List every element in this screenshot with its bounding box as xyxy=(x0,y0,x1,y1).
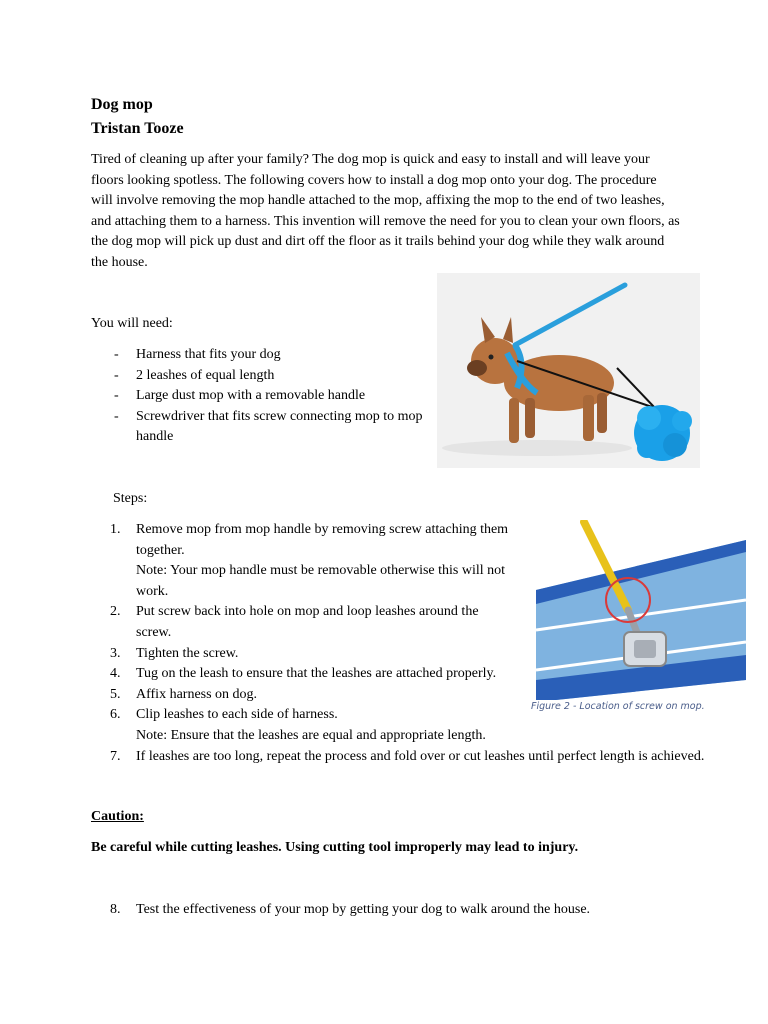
caution-text: Be careful while cutting leashes. Using cutting tool improperly may lead to injury. xyxy=(91,840,579,855)
mop-screw-illustration xyxy=(536,520,746,700)
step-text: Tug on the leash to ensure that the leashes are attached properly. xyxy=(136,666,497,682)
step-note: Note: Ensure that the leashes are equal and appropriate length. xyxy=(136,727,486,743)
list-item: - Screwdriver that fits screw connecting mop to mop handle xyxy=(114,408,423,445)
step-text: Put screw back into hole on mop and loop leashes around the screw. xyxy=(136,604,479,640)
step-note: Note: Your mop handle must be removable otherwise this will not work. xyxy=(136,563,506,599)
document-title: Dog mop xyxy=(91,96,153,113)
step-text: Clip leashes to each side of harness. xyxy=(136,707,338,723)
steps-heading: Steps: xyxy=(113,491,148,506)
figure-caption: Figure 2 - Location of screw on mop. xyxy=(531,701,705,712)
step-number: 5. xyxy=(110,686,121,702)
list-item xyxy=(110,664,556,685)
intro-paragraph: Tired of cleaning up after your family? The dog mop is quick and easy to install and will leave your floors looking spotless. The following covers how to install a dog mop onto your dog. The procedure will involve removing the mop handle attached to the mop, affixing the mop to the end of two leashes, and attaching them to a harness. This invention will remove the need for you to clean your own floors, as the dog mop will pick up dust and dirt off the floor as it trails behind your dog while they walk around the house. xyxy=(91,152,680,270)
step-number: 6. xyxy=(110,707,121,723)
list-item xyxy=(110,705,556,746)
list-item xyxy=(110,520,516,602)
step-number: 7. xyxy=(110,748,121,764)
need-item-text: Large dust mop with a removable handle xyxy=(136,388,366,404)
step-number: 2. xyxy=(110,604,121,620)
list-item xyxy=(110,644,536,665)
step-text: Remove mop from mop handle by removing screw attaching them together. xyxy=(136,522,509,558)
mop-screw-image xyxy=(536,520,746,700)
step-number: 1. xyxy=(110,522,121,537)
step-number: 8. xyxy=(110,902,121,917)
step-text: Test the effectiveness of your mop by getting your dog to walk around the house. xyxy=(136,902,591,917)
needs-list xyxy=(110,345,430,448)
list-item xyxy=(110,685,536,706)
need-item-text: Screwdriver that fits screw connecting mop to mop handle xyxy=(136,408,423,445)
need-item-text: 2 leashes of equal length xyxy=(136,367,275,383)
need-item-text: Harness that fits your dog xyxy=(136,347,281,362)
list-item: - Large dust mop with a removable handle xyxy=(114,388,366,404)
step-text: Tighten the screw. xyxy=(136,645,239,661)
dog-mop-illustration xyxy=(437,273,700,468)
step-number: 3. xyxy=(110,645,121,661)
step-number: 4. xyxy=(110,666,121,682)
list-item: - Harness that fits your dog xyxy=(114,347,281,362)
list-item xyxy=(110,747,706,768)
list-item: - 2 leashes of equal length xyxy=(114,367,275,383)
dog-mop-image xyxy=(437,273,700,468)
needs-heading: You will need: xyxy=(91,316,173,331)
author-name: Tristan Tooze xyxy=(91,120,184,137)
caution-heading: Caution: xyxy=(91,809,144,824)
list-item xyxy=(110,602,516,643)
step-text: Affix harness on dog. xyxy=(136,686,258,702)
step-text: If leashes are too long, repeat the process and fold over or cut leashes until perfect length is achieved. xyxy=(136,748,705,764)
